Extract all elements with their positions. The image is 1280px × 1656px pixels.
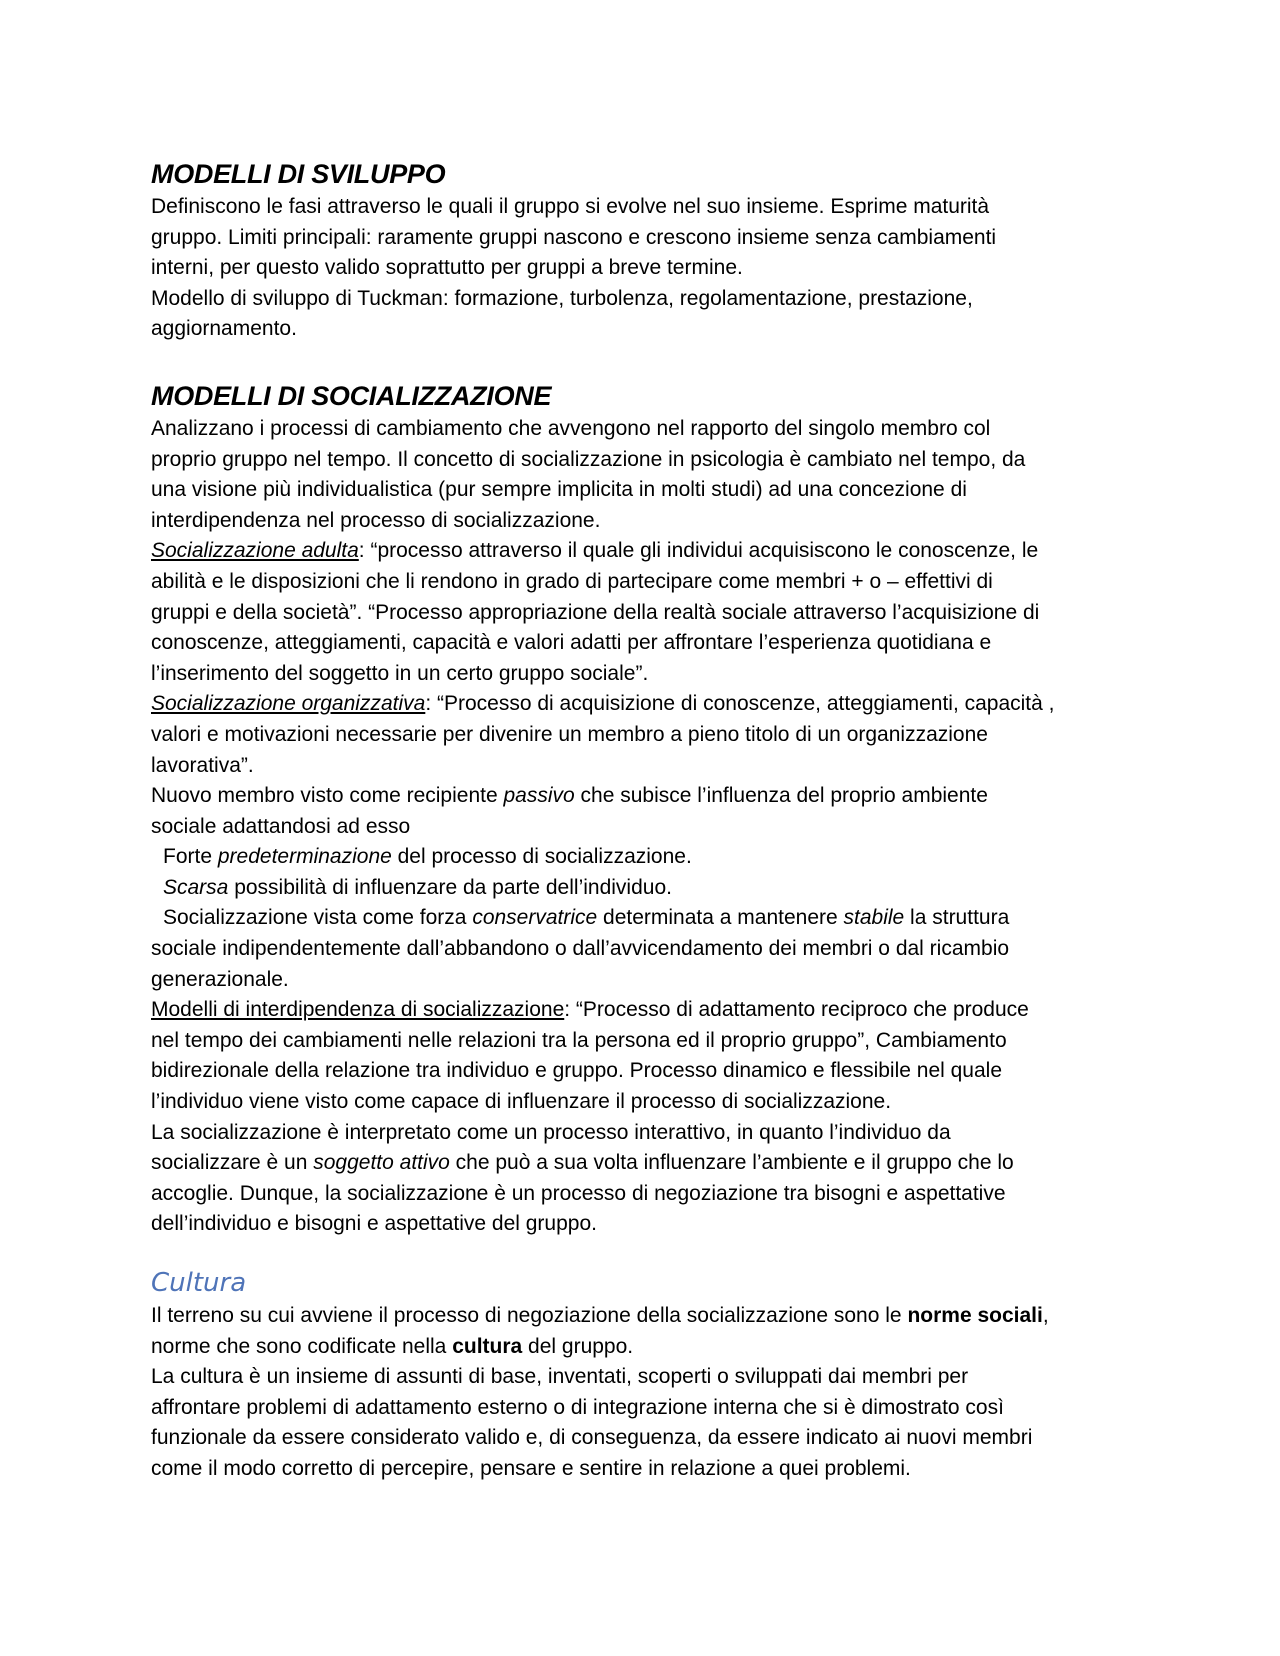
text-segment: : “Processo di acquisizione di conoscenze, atteggiamenti, capacità , [425, 692, 1055, 716]
text-line: gruppo. Limiti principali: raramente gruppi nascono e crescono insieme senza cambiamenti [151, 225, 997, 249]
text-line: sociale adattandosi ad esso [151, 814, 411, 838]
text-line [151, 781, 1131, 812]
heading-modelli-di-socializzazione: MODELLI DI SOCIALIZZAZIONE [151, 380, 552, 411]
text-segment: socializzare è un [151, 1151, 314, 1175]
paragraph-socializzazione-intro [151, 414, 1131, 536]
text-line: proprio gruppo nel tempo. Il concetto di socializzazione in psicologia è cambiato nel tempo, da [151, 447, 1026, 471]
paragraph-interdipendenza [151, 995, 1131, 1117]
document-page [151, 156, 1131, 1485]
text-line: interni, per questo valido soprattutto per gruppi a breve termine. [151, 256, 743, 280]
text-segment: Socializzazione vista come forza [163, 906, 473, 930]
bold-norme-sociali: norme sociali [907, 1304, 1043, 1327]
text-segment: : “Processo di adattamento reciproco che produce [564, 998, 1029, 1022]
text-line: valori e motivazioni necessarie per divenire un membro a pieno titolo di un organizzazione [151, 722, 988, 746]
text-line: aggiornamento. [151, 317, 297, 341]
text-line: abilità e le disposizioni che li rendono in grado di partecipare come membri + o – effettivi di [151, 569, 993, 593]
heading-cultura: Cultura [151, 1268, 247, 1298]
text-line: gruppi e della società”. “Processo appropriazione della realtà sociale attraverso l’acquisizione di [151, 600, 1040, 624]
text-line: accoglie. Dunque, la socializzazione è un processo di negoziazione tra bisogni e aspettative [151, 1181, 1006, 1205]
text-line: interdipendenza nel processo di socializzazione. [151, 508, 601, 532]
text-segment: che subisce l’influenza del proprio ambiente [574, 784, 988, 808]
heading-modelli-di-sviluppo: MODELLI DI SVILUPPO [151, 159, 446, 189]
text-line: conoscenze, atteggiamenti, capacità e valori adatti per affrontare l’esperienza quotidiana e [151, 631, 992, 655]
text-line: Modello di sviluppo di Tuckman: formazione, turbolenza, regolamentazione, prestazione, [151, 286, 973, 310]
term-socializzazione-adulta: Socializzazione adulta [151, 539, 359, 563]
text-line: sociale indipendentemente dall’abbandono o dall’avvicendamento dei membri o dal ricambio [151, 937, 1010, 961]
text-line: generazionale. [151, 967, 289, 991]
text-line: l’inserimento del soggetto in un certo gruppo sociale”. [151, 661, 649, 685]
text-line: Analizzano i processi di cambiamento che avvengono nel rapporto del singolo membro col [151, 416, 991, 440]
text-line [151, 1301, 1131, 1332]
text-line: Definiscono le fasi attraverso le quali il gruppo si evolve nel suo insieme. Esprime maturità [151, 195, 990, 218]
text-line: l’individuo viene visto come capace di influenzare il processo di socializzazione. [151, 1090, 892, 1114]
text-line: funzionale da essere considerato valido e, di conseguenza, da essere indicato ai nuovi membri [151, 1426, 1033, 1450]
text-line: una visione più individualistica (pur sempre implicita in molti studi) ad una concezione di [151, 478, 967, 502]
term-socializzazione-organizzativa: Socializzazione organizzativa [151, 692, 426, 716]
text-segment: Forte [163, 845, 218, 869]
text-line: lavorativa”. [151, 753, 254, 777]
bullet-item [151, 842, 1131, 873]
text-line [151, 1148, 1131, 1179]
bullet-item [151, 873, 1131, 904]
text-line: come il modo corretto di percepire, pensare e sentire in relazione a quei problemi. [151, 1456, 911, 1480]
emphasis-stabile: stabile [843, 906, 905, 930]
paragraph-recipiente-passivo [151, 781, 1131, 842]
emphasis-soggetto-attivo: soggetto attivo [313, 1151, 450, 1175]
text-segment: del processo di socializzazione. [391, 845, 692, 869]
paragraph-cultura [151, 1301, 1131, 1485]
text-line [151, 1332, 1131, 1363]
text-segment: Il terreno su cui avviene il processo di negoziazione della socializzazione sono le [151, 1304, 908, 1327]
text-segment: Nuovo membro visto come recipiente [151, 784, 504, 808]
emphasis-predeterminazione: predeterminazione [217, 845, 392, 869]
text-line [151, 689, 1131, 720]
paragraph-socializzazione-adulta [151, 536, 1131, 689]
paragraph-socializzazione-organizzativa [151, 689, 1131, 781]
bold-cultura: cultura [452, 1334, 523, 1358]
paragraph-processo-interattivo [151, 1118, 1131, 1240]
emphasis-conservatrice: conservatrice [472, 906, 598, 930]
text-line: La cultura è un insieme di assunti di base, inventati, scoperti o sviluppati dai membri per [151, 1365, 969, 1389]
text-line [151, 536, 1131, 567]
text-line [151, 995, 1131, 1026]
text-segment: del gruppo. [522, 1334, 634, 1358]
emphasis-passivo: passivo [503, 784, 575, 808]
emphasis-scarsa: Scarsa [163, 875, 229, 899]
text-line: La socializzazione è interpretato come un processo interattivo, in quanto l’individuo da [151, 1120, 951, 1144]
paragraph-sviluppo [151, 192, 1131, 345]
text-line: bidirezionale della relazione tra individuo e gruppo. Processo dinamico e flessibile nel quale [151, 1059, 1003, 1083]
bullet-item [151, 903, 1131, 934]
term-modelli-interdipendenza: Modelli di interdipendenza di socializzazione [151, 998, 565, 1022]
text-segment: possibilità di influenzare da parte dell’individuo. [228, 875, 672, 899]
text-line: dell’individuo e bisogni e aspettative del gruppo. [151, 1212, 597, 1236]
text-segment: determinata a mantenere [597, 906, 844, 930]
text-line: nel tempo dei cambiamenti nelle relazioni tra la persona ed il proprio gruppo”, Cambiamento [151, 1028, 1007, 1052]
text-segment: : “processo attraverso il quale gli individui acquisiscono le conoscenze, le [358, 539, 1039, 563]
text-segment: che può a sua volta influenzare l’ambiente e il gruppo che lo [449, 1151, 1014, 1175]
text-segment: la struttura [904, 906, 1010, 930]
text-segment: , [1042, 1304, 1049, 1327]
text-segment: norme che sono codificate nella [151, 1334, 453, 1358]
bullet-list [151, 842, 1131, 995]
text-line: affrontare problemi di adattamento esterno o di integrazione interna che si è dimostrato così [151, 1395, 1004, 1419]
